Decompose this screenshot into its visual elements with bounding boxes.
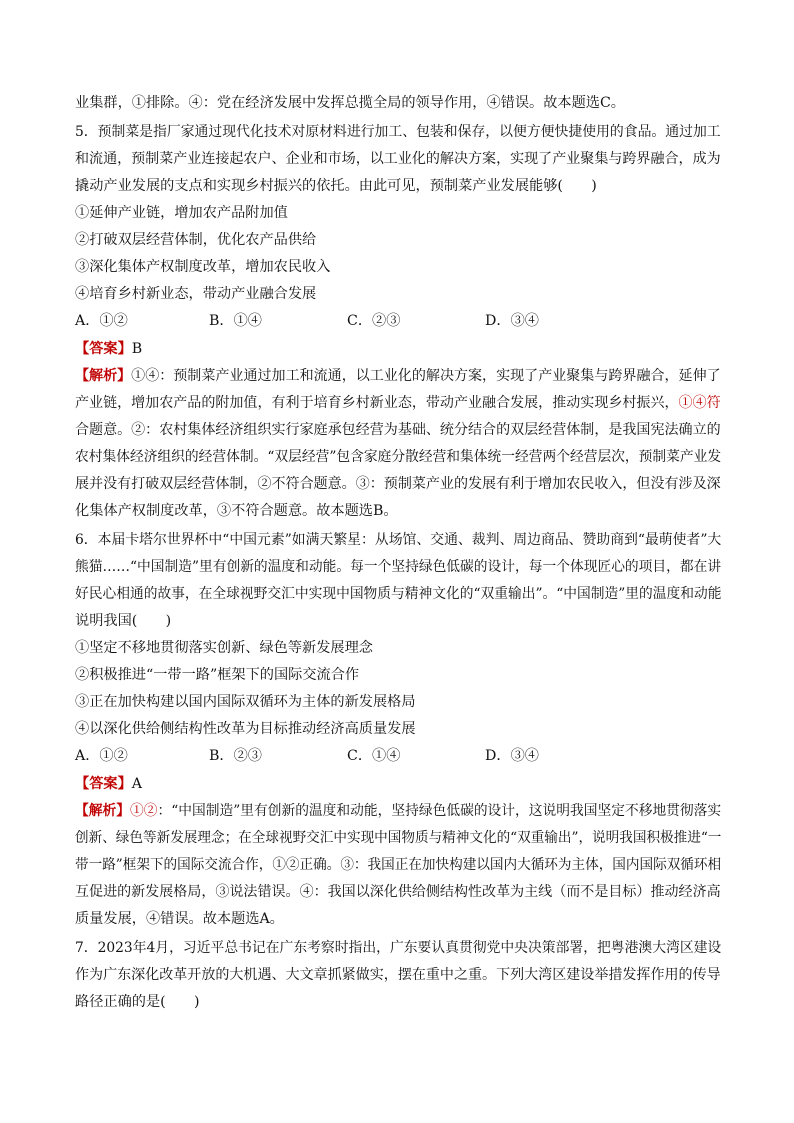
q5-stem-line-2: 和流通，预制菜产业连接起农户、企业和市场，以工业化的解决方案，实现了产业聚集与跨界融合，成为 bbox=[75, 151, 721, 167]
q6-option-b[interactable]: B．②③ bbox=[209, 748, 262, 764]
q5-analysis-text: ①④：预制菜产业通过加工和流通，以工业化的解决方案，实现了产业聚集与跨界融合，延伸了 bbox=[131, 368, 721, 384]
q5-item-1: ①延伸产业链，增加农产品附加值 bbox=[75, 205, 288, 221]
q6-analysis-highlight: ①② bbox=[129, 803, 158, 819]
q5-analysis-highlight: ①④符 bbox=[678, 395, 721, 411]
q5-item-3: ③深化集体产权制度改革，增加农民收入 bbox=[75, 259, 331, 275]
q7-stem-line-3: 路径正确的是( ) bbox=[75, 994, 200, 1010]
q7-stem-line-2: 作为广东深化改革开放的大机遇、大文章抓紧做实，摆在重中之重。下列大湾区建设举措发挥作用的传导 bbox=[75, 967, 721, 983]
answer-label: 【答案】 bbox=[75, 341, 132, 357]
q6-option-a[interactable]: A．①② bbox=[75, 748, 128, 764]
q6-item-2: ②积极推进“一带一路”框架下的国际交流合作 bbox=[75, 667, 360, 683]
q5-answer-value: B bbox=[131, 341, 143, 357]
q5-analysis-text: 产业链，增加农产品的附加值，有利于培育乡村新业态，带动产业融合发展，推动实现乡村振兴， bbox=[75, 395, 679, 411]
q6-stem-line-1: 6．本届卡塔尔世界杯中“中国元素”如满天繁星：从场馆、交通、裁判、周边商品、赞助商到“最萌使者”大 bbox=[75, 532, 722, 548]
q6-option-c[interactable]: C．①④ bbox=[347, 748, 401, 764]
q5-item-2: ②打破双层经营体制，优化农产品供给 bbox=[75, 232, 317, 248]
q5-analysis-line-1 bbox=[75, 367, 721, 385]
analysis-label: 【解析】 bbox=[75, 803, 130, 819]
q5-option-b[interactable]: B．①④ bbox=[209, 313, 262, 329]
q6-analysis-line-4: 互促进的新发展格局，③说法错误。④：我国以深化供给侧结构性改革为主线（而不是目标）推动经济高 bbox=[75, 884, 721, 900]
q6-analysis-line-2: 创新、绿色等新发展理念；在全球视野交汇中实现中国物质与精神文化的“双重输出”，说明我国积极推进“一 bbox=[75, 830, 722, 846]
q6-item-4: ④以深化供给侧结构性改革为目标推动经济高质量发展 bbox=[75, 721, 416, 737]
q6-analysis-line-1 bbox=[75, 802, 721, 820]
q5-analysis-line-3: 合题意。②：农村集体经济组织实行家庭承包经营为基础、统分结合的双层经营体制，是我国宪法确立的 bbox=[75, 422, 721, 438]
q6-item-1: ①坚定不移地贯彻落实创新、绿色等新发展理念 bbox=[75, 640, 373, 656]
q5-analysis-line-2 bbox=[75, 394, 721, 412]
q6-analysis-line-5: 质量发展，④错误。故本题选A。 bbox=[75, 911, 284, 927]
q5-option-d[interactable]: D．③④ bbox=[485, 313, 539, 329]
q6-item-3: ③正在加快构建以国内国际双循环为主体的新发展格局 bbox=[75, 694, 416, 710]
q5-analysis-line-4: 农村集体经济组织的经营体制。“双层经营”包含家庭分散经营和集体统一经营两个经营层次，预制菜产业发 bbox=[75, 449, 722, 465]
previous-analysis-continuation: 业集群，①排除。④：党在经济发展中发挥总揽全局的领导作用，④错误。故本题选C。 bbox=[75, 95, 625, 111]
q6-analysis-text: ：“中国制造”里有创新的温度和动能，坚持绿色低碳的设计，这说明我国坚定不移地贯彻落实 bbox=[157, 803, 722, 819]
answer-label: 【答案】 bbox=[75, 776, 132, 792]
q6-stem-line-4: 说明我国( ) bbox=[75, 613, 172, 629]
q5-item-4: ④培育乡村新业态，带动产业融合发展 bbox=[75, 286, 317, 302]
q5-answer bbox=[75, 340, 142, 358]
q6-answer bbox=[75, 775, 142, 793]
q6-stem-line-2: 熊猫……“中国制造”里有创新的温度和动能。每一个坚持绿色低碳的设计，每一个体现匠心的项目，都在讲 bbox=[75, 559, 722, 575]
q7-stem-line-1: 7．2023年4月，习近平总书记在广东考察时指出，广东要认真贯彻党中央决策部署，把粤港澳大湾区建设 bbox=[75, 940, 722, 956]
q5-analysis-line-6: 化集体产权制度改革，③不符合题意。故本题选B。 bbox=[75, 503, 398, 519]
q6-stem-line-3: 好民心相通的故事，在全球视野交汇中实现中国物质与精神文化的“双重输出”。“中国制造”里的温度和动能 bbox=[75, 586, 722, 602]
q5-analysis-line-5: 展并没有打破双层经营体制，②不符合题意。③：预制菜产业的发展有利于增加农民收入，但没有涉及深 bbox=[75, 476, 721, 492]
q6-option-d[interactable]: D．③④ bbox=[485, 748, 539, 764]
q5-stem-line-1: 5．预制菜是指厂家通过现代化技术对原材料进行加工、包装和保存，以便方便快捷使用的食品。通过加工 bbox=[75, 124, 721, 140]
q5-option-a[interactable]: A．①② bbox=[75, 313, 128, 329]
q6-analysis-line-3: 带一路”框架下的国际交流合作，①②正确。③：我国正在加快构建以国内大循环为主体，国内国际双循环相 bbox=[75, 857, 722, 873]
q5-option-c[interactable]: C．②③ bbox=[347, 313, 401, 329]
analysis-label: 【解析】 bbox=[75, 368, 132, 384]
q6-answer-value: A bbox=[131, 776, 143, 792]
q5-stem-line-3: 撬动产业发展的支点和实现乡村振兴的依托。由此可见，预制菜产业发展能够( ) bbox=[75, 178, 597, 194]
